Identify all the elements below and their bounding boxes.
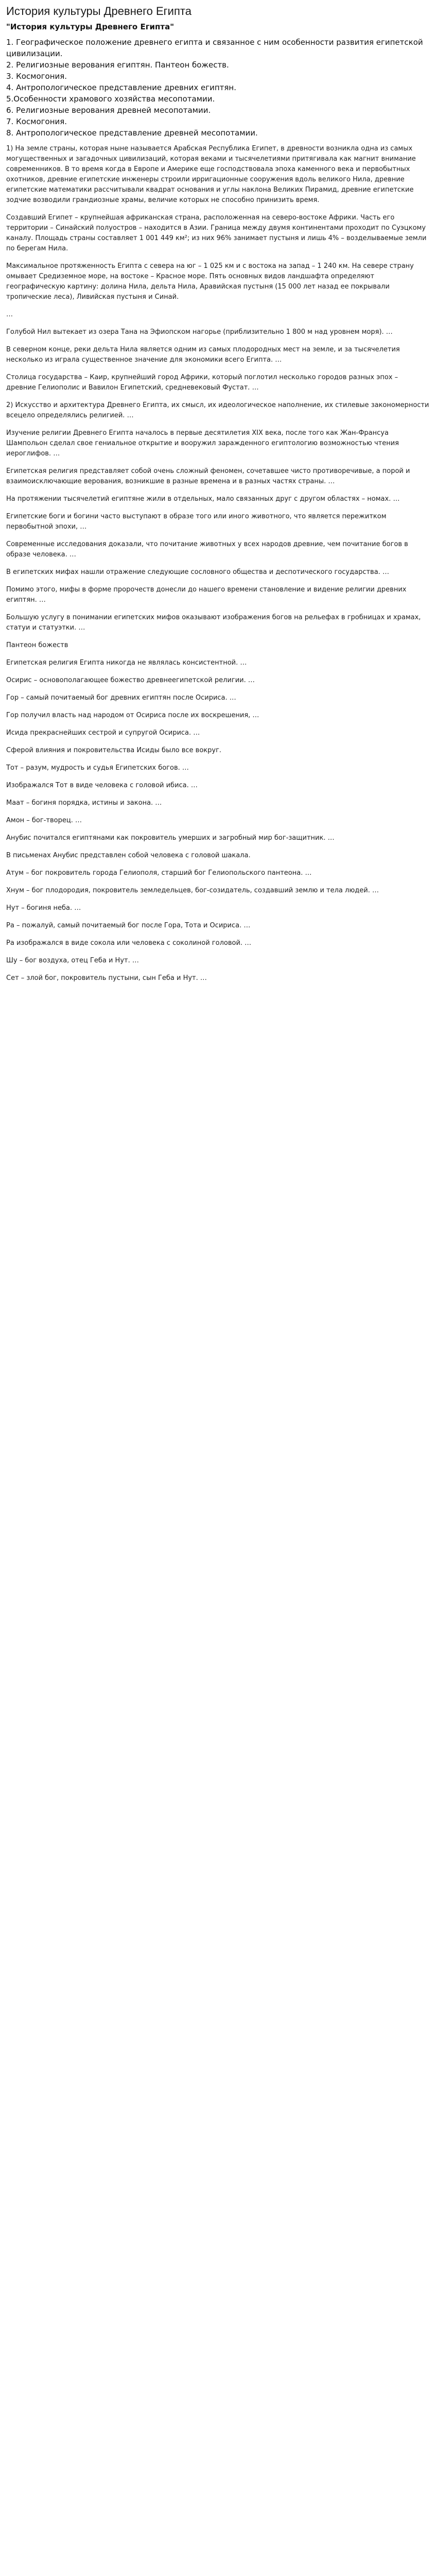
section-heading: Пантеон божеств	[6, 641, 68, 649]
document-subtitle: "История культуры Древнего Египта"	[6, 22, 175, 31]
article-body	[6, 144, 430, 984]
article-paragraph: В письменах Анубис представлен собой человека с головой шакала.	[6, 852, 251, 859]
article-paragraph: На протяжении тысячелетий египтяне жили в отдельных, мало связанных друг с другом областях – номах. …	[6, 495, 400, 503]
article-paragraph: 2) Искусство и архитектура Древнего Египта, их смысл, их идеологическое наполнение, их стилевые закономерности всецело определялись религией. …	[6, 401, 429, 419]
article-paragraph: Ра – пожалуй, самый почитаемый бог после Гора, Тота и Осириса. …	[6, 922, 251, 929]
article-paragraph: Анубис почитался египтянами как покровитель умерших и загробный мир бог-защитник. …	[6, 834, 335, 842]
toc-item: 5.Особенности храмового хозяйства месопотамии.	[6, 94, 215, 104]
article-paragraph: Египетские боги и богини часто выступают в образе того или иного животного, что является пережитком первобытной эпохи, …	[6, 513, 387, 531]
article-paragraph: Шу – бог воздуха, отец Геба и Нут. …	[6, 957, 139, 964]
article-paragraph: Изображался Тот в виде человека с головой ибиса. …	[6, 782, 198, 789]
article-paragraph: Египетская религия Египта никогда не являлась консистентной. …	[6, 659, 247, 667]
article-paragraph: Большую услугу в понимании египетских мифов оказывают изображения богов на рельефах в гробницах и храмах, статуи и статуэтки. …	[6, 614, 421, 632]
article-paragraph: Помимо этого, мифы в форме пророчеств донесли до нашего времени становление и видение религии древних египтян. …	[6, 586, 407, 604]
article-paragraph: Сферой влияния и покровительства Исиды было все вокруг.	[6, 747, 222, 754]
toc-item: 6. Религиозные верования древней месопотамии.	[6, 106, 211, 115]
article-paragraph: Осирис – основополагающее божество древнеегипетской религии. …	[6, 676, 255, 684]
article-paragraph: Исида прекраснейших сестрой и супругой Осириса. …	[6, 729, 200, 737]
article-paragraph: Максимальное протяженность Египта с севера на юг – 1 025 км и с востока на запад – 1 240 км. На севере страну омывает Средиземное море, на востоке – Красное море. Пять основных видов ландшафта определяют географическую картину: долина Нила, дельта Нила, Аравийская пустыня (15 000 лет назад ее покрывали тропические леса), Ливийская пустыня и Синай.	[6, 262, 414, 301]
toc-item: 1. Географическое положение древнего египта и связанное с ним особенности развития египетской цивилизации.	[6, 38, 423, 58]
toc-item: 7. Космогония.	[6, 117, 67, 126]
article-paragraph: Атум – бог покровитель города Гелиополя, старший бог Гелиопольского пантеона. …	[6, 869, 312, 877]
toc-item: 4. Антропологическое представление древних египтян.	[6, 83, 237, 92]
article-paragraph: Столица государства – Каир, крупнейший город Африки, который поглотил несколько городов разных эпох – древние Гелиополис и Вавилон Египетский, средневековый Фустат. …	[6, 374, 398, 392]
toc-item: 8. Антропологическое представление древней месопотамии.	[6, 128, 258, 138]
article-paragraph: 1) На земле страны, которая ныне называется Арабская Республика Египет, в древности возникла одна из самых могущественных и загадочных цивилизаций, которая веками и тысячелетиями притягивала как магнит внимание современников. В то время когда в Европе и Америке еще господствовала эпоха каменного века и первобытных охотников, древние египетские инженеры строили ирригационные сооружения вдоль великого Нила, древние египетские математики рассчитывали квадрат основания и углы наклона Великих Пирамид, древние египетские зодчие возводили грандиозные храмы, величие которых не способно принизить время.	[6, 145, 416, 204]
page-title: История культуры Древнего Египта	[6, 5, 191, 18]
article-paragraph: Нут – богиня неба. …	[6, 904, 81, 912]
article-paragraph: Ра изображался в виде сокола или человека с соколиной головой. …	[6, 939, 252, 947]
article-paragraph: Амон – бог-творец. …	[6, 817, 82, 824]
article-paragraph: Маат – богиня порядка, истины и закона. …	[6, 799, 162, 807]
article-paragraph: Голубой Нил вытекает из озера Тана на Эфиопском нагорье (приблизительно 1 800 м над уровнем моря). …	[6, 328, 393, 336]
article-paragraph: В египетских мифах нашли отражение следующие сословного общества и деспотического государства. …	[6, 568, 389, 576]
article-paragraph: Хнум – бог плодородия, покровитель земледельцев, бог-созидатель, создавший землю и тела людей. …	[6, 887, 379, 894]
article-paragraph: Создавший Египет – крупнейшая африканская страна, расположенная на северо-востоке Африки. Часть его территории – Синайский полуостров – находится в Азии. Граница между двумя континентами проходит по Суэцкому каналу. Площадь страны составляет 1 001 449 км²; из них 96% занимает пустыня и лишь 4% – возделываемые земли по берегам Нила.	[6, 214, 427, 252]
article-paragraph: Современные исследования доказали, что почитание животных у всех народов древние, чем почитание богов в образе человека. …	[6, 540, 408, 558]
article-paragraph: Гор – самый почитаемый бог древних египтян после Осириса. …	[6, 694, 236, 702]
article-paragraph: В северном конце, реки дельта Нила является одним из самых плодородных мест на земле, и за тысячелетия несколько из играла существенное значение для экономики всего Египта. …	[6, 346, 400, 364]
article-paragraph: Тот – разум, мудрость и судья Египетских богов. …	[6, 764, 189, 772]
table-of-contents	[6, 37, 430, 139]
article-paragraph: Изучение религии Древнего Египта началось в первые десятилетия XIX века, после того как Жан-Франсуа Шампольон сделал свое гениальное открытие и вооружил заражденного египтологию возможностью чтения иероглифов. …	[6, 429, 399, 457]
article-paragraph: Египетская религия представляет собой очень сложный феномен, сочетавшее чисто противоречивые, а порой и взаимоисключающие верования, возникшие в разные времена и в разных частях страны. …	[6, 467, 410, 485]
article-paragraph: Гор получил власть над народом от Осириса после их воскрешения, …	[6, 711, 259, 719]
toc-item: 2. Религиозные верования египтян. Пантеон божеств.	[6, 60, 229, 70]
article-paragraph: Сет – злой бог, покровитель пустыни, сын Геба и Нут. …	[6, 974, 207, 982]
toc-item: 3. Космогония.	[6, 72, 67, 81]
article-paragraph: …	[6, 311, 13, 318]
